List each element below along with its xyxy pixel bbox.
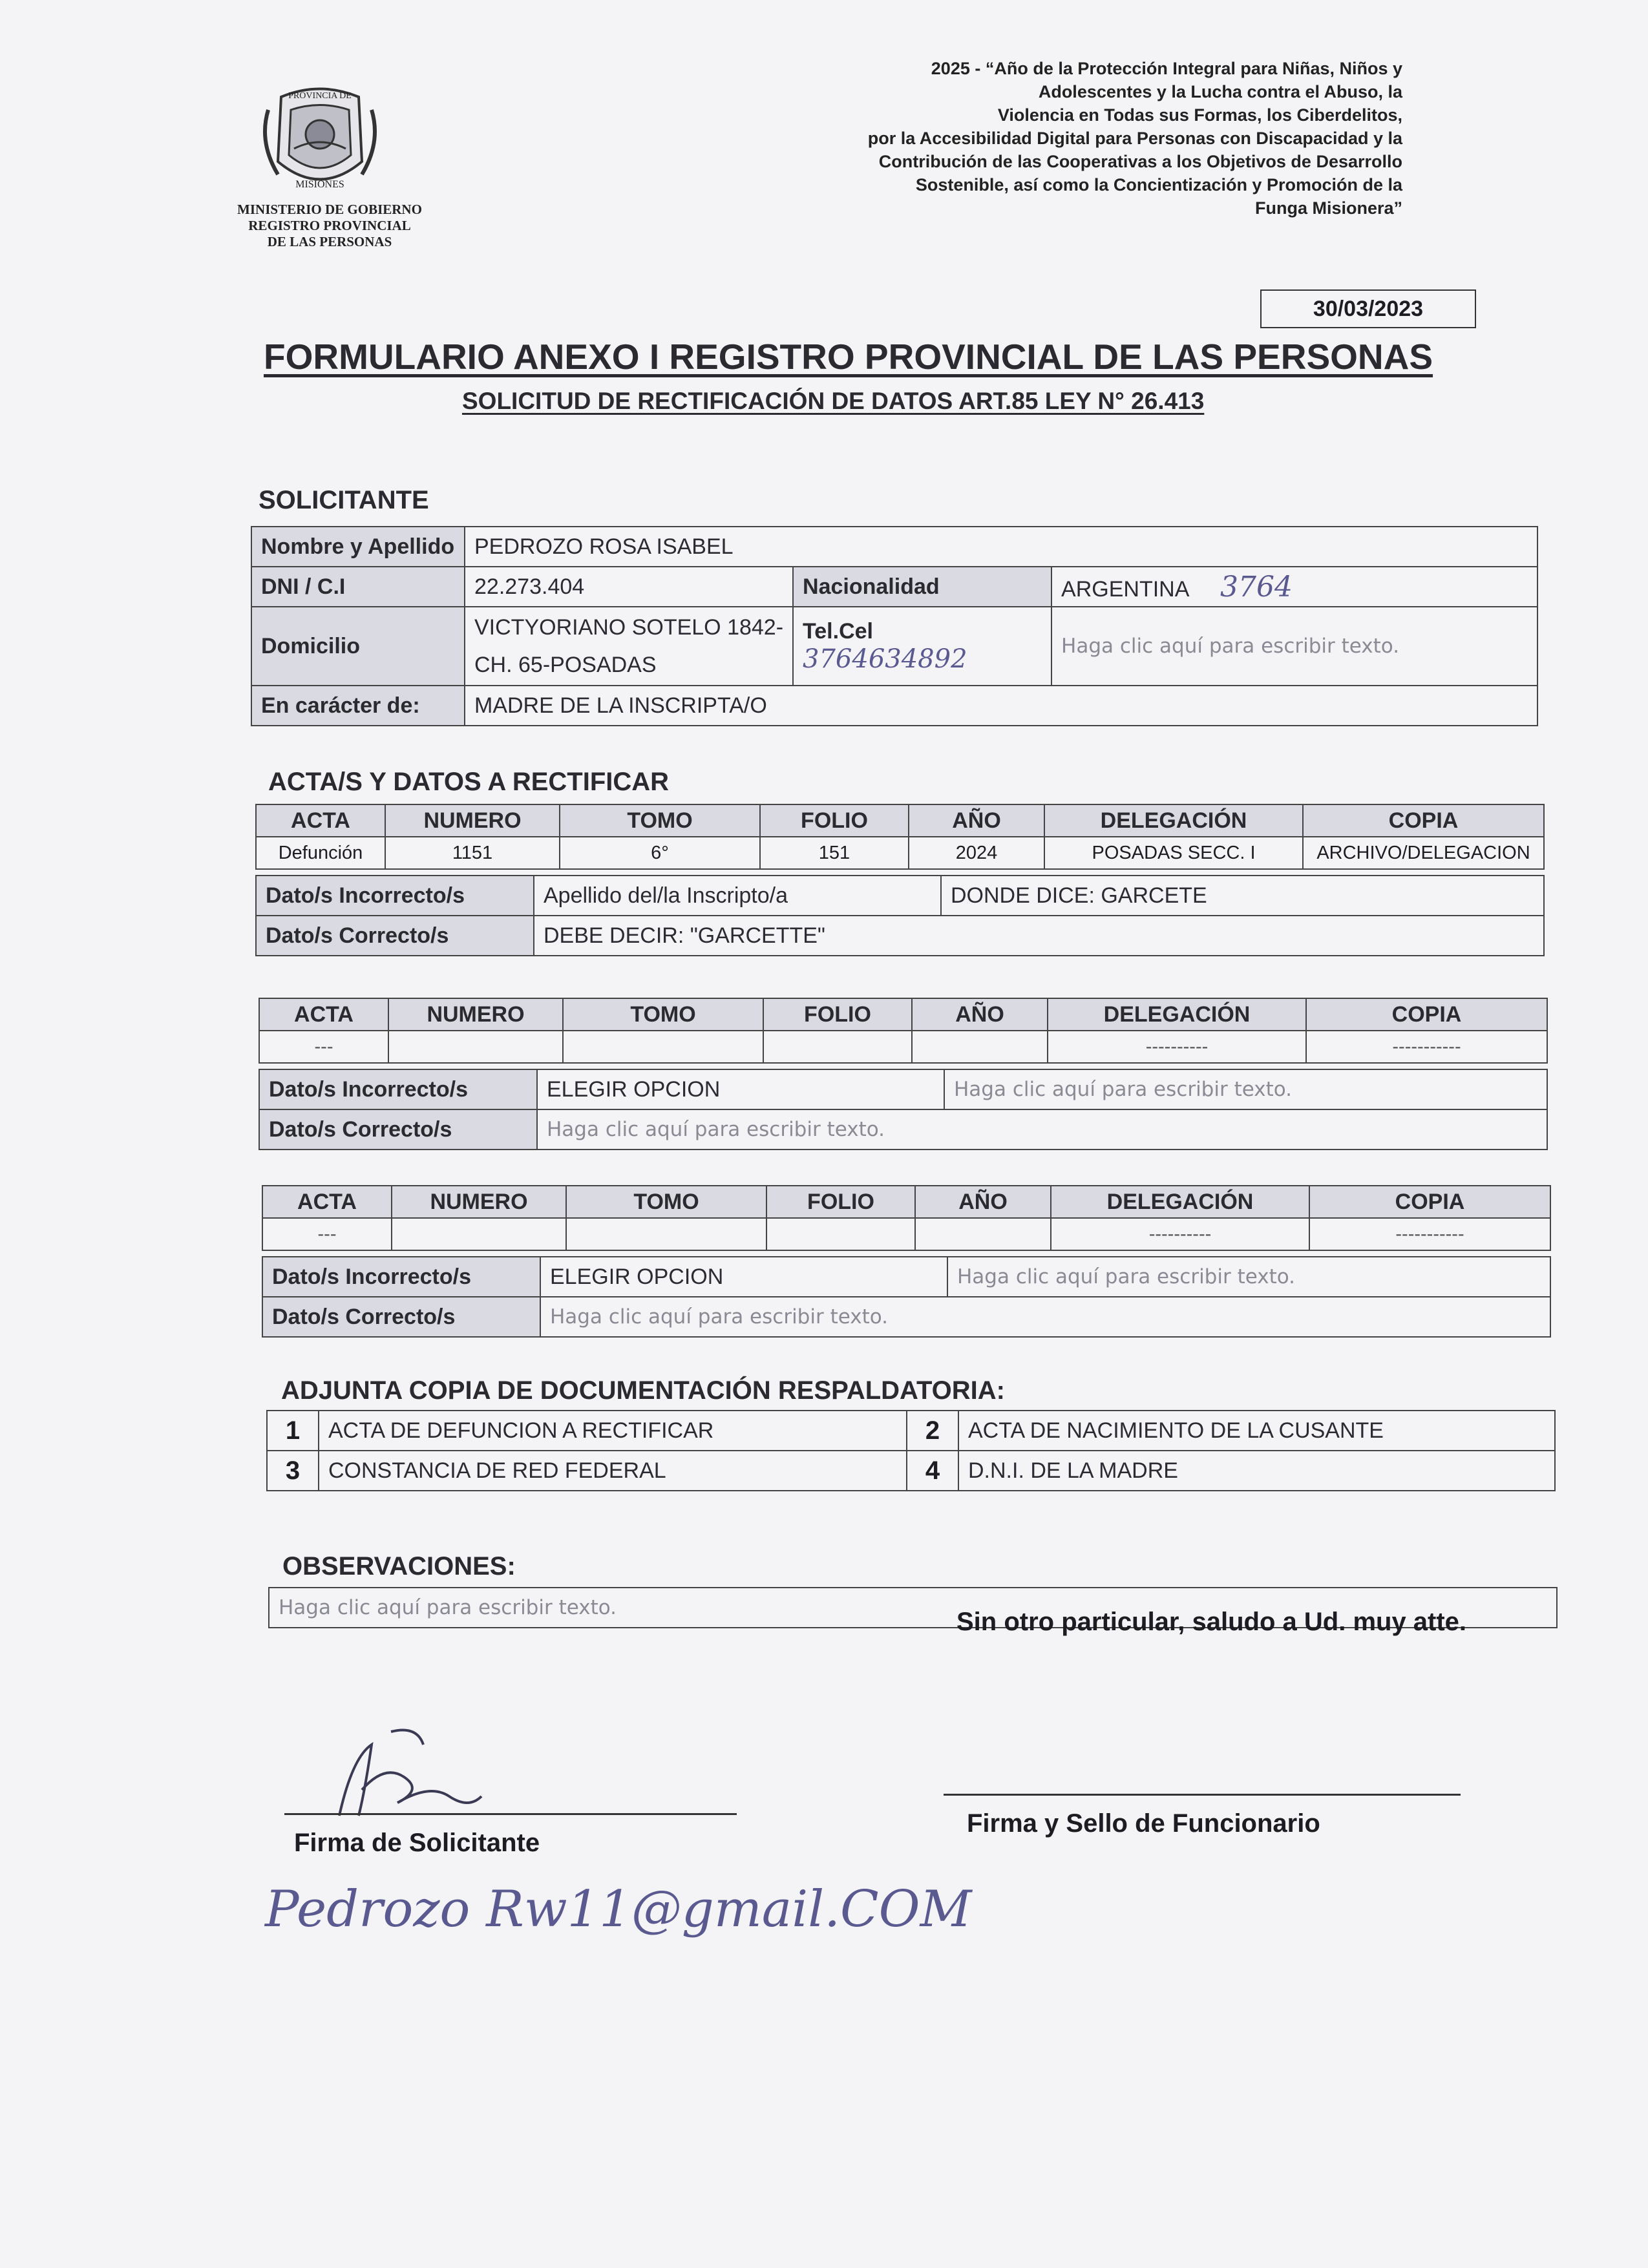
col-numero: NUMERO (388, 998, 563, 1031)
nacionalidad-field[interactable] (1051, 567, 1537, 607)
col-tomo: TOMO (563, 998, 763, 1031)
col-delegacion: DELEGACIÓN (1044, 804, 1303, 837)
solicitante-signature-label: Firma de Solicitante (294, 1829, 540, 1857)
domicilio-label: Domicilio (251, 607, 465, 686)
folio-cell[interactable] (763, 1031, 912, 1063)
acta-cell[interactable]: --- (259, 1031, 388, 1063)
observaciones-heading: OBSERVACIONES: (282, 1552, 516, 1580)
acta-block-2 (259, 998, 1548, 1064)
acta-block-1-data (255, 875, 1545, 956)
provincial-seal (255, 84, 385, 200)
doc-number: 4 (907, 1451, 958, 1491)
col-anio: AÑO (915, 1186, 1051, 1218)
caracter-label: En carácter de: (251, 686, 465, 726)
col-copia: COPIA (1303, 804, 1544, 837)
ministry-line: REGISTRO PROVINCIAL (248, 218, 411, 233)
tomo-cell[interactable] (566, 1218, 766, 1250)
motto-line: Funga Misionera” (1254, 198, 1402, 218)
handwritten-area-code: 3764 (1220, 570, 1293, 604)
numero-cell[interactable] (388, 1031, 563, 1063)
correct-text-field[interactable]: DEBE DECIR: "GARCETTE" (534, 916, 1544, 956)
anio-cell[interactable]: 2024 (909, 837, 1044, 869)
doc-number: 1 (267, 1411, 319, 1451)
documentacion-heading: ADJUNTA COPIA DE DOCUMENTACIÓN RESPALDATORIA: (281, 1376, 1005, 1405)
domicilio-line: CH. 65-POSADAS (474, 653, 657, 677)
correct-label: Dato/s Correcto/s (262, 1297, 540, 1337)
nombre-field[interactable]: PEDROZO ROSA ISABEL (465, 527, 1537, 567)
correct-label: Dato/s Correcto/s (259, 1109, 537, 1150)
copia-cell[interactable]: ----------- (1306, 1031, 1547, 1063)
dni-label: DNI / C.I (251, 567, 465, 607)
folio-cell[interactable]: 151 (760, 837, 909, 869)
motto-line: Adolescentes y la Lucha contra el Abuso, la (1038, 82, 1402, 101)
form-subtitle: SOLICITUD DE RECTIFICACIÓN DE DATOS ART.85 LEY N° 26.413 (462, 388, 1205, 414)
motto-line: 2025 - “Año de la Protección Integral para Niñas, Niños y (931, 59, 1402, 78)
seal-text-bottom: MISIONES (295, 179, 344, 190)
nacionalidad-value: ARGENTINA (1061, 576, 1188, 602)
col-anio: AÑO (909, 804, 1044, 837)
dni-field[interactable]: 22.273.404 (465, 567, 793, 607)
domicilio-line: VICTYORIANO SOTELO 1842- (474, 615, 784, 640)
col-numero: NUMERO (385, 804, 560, 837)
solicitante-signature-line (284, 1813, 737, 1815)
col-tomo: TOMO (566, 1186, 766, 1218)
nacionalidad-label: Nacionalidad (793, 567, 1051, 607)
col-delegacion: DELEGACIÓN (1051, 1186, 1309, 1218)
incorrect-option-select[interactable]: ELEGIR OPCION (540, 1257, 947, 1297)
col-folio: FOLIO (760, 804, 909, 837)
documentacion-table (266, 1410, 1556, 1491)
form-title: FORMULARIO ANEXO I REGISTRO PROVINCIAL DE LAS PERSONAS (264, 337, 1433, 377)
acta-block-1 (255, 804, 1545, 870)
caracter-field[interactable]: MADRE DE LA INSCRIPTA/O (465, 686, 1537, 726)
correct-text-field[interactable]: Haga clic aquí para escribir texto. (540, 1297, 1550, 1337)
tel-field[interactable]: Haga clic aquí para escribir texto. (1051, 607, 1537, 686)
folio-cell[interactable] (766, 1218, 915, 1250)
anio-cell[interactable] (915, 1218, 1051, 1250)
solicitante-signature (326, 1719, 494, 1829)
seal-text-top: PROVINCIA DE (288, 91, 352, 101)
ministry-heading (213, 202, 446, 250)
copia-cell[interactable]: ----------- (1309, 1218, 1550, 1250)
col-numero: NUMERO (392, 1186, 566, 1218)
tomo-cell[interactable]: 6° (560, 837, 760, 869)
incorrect-text-field[interactable]: Haga clic aquí para escribir texto. (944, 1069, 1547, 1109)
col-tomo: TOMO (560, 804, 760, 837)
domicilio-field[interactable] (465, 607, 793, 686)
col-copia: COPIA (1309, 1186, 1550, 1218)
acta-cell[interactable]: Defunción (256, 837, 385, 869)
doc-item[interactable]: ACTA DE DEFUNCION A RECTIFICAR (319, 1411, 907, 1451)
anio-cell[interactable] (912, 1031, 1048, 1063)
form-date[interactable]: 30/03/2023 (1260, 289, 1476, 328)
acta-block-2-data (259, 1069, 1548, 1150)
copia-cell[interactable]: ARCHIVO/DELEGACION (1303, 837, 1544, 869)
doc-item[interactable]: ACTA DE NACIMIENTO DE LA CUSANTE (958, 1411, 1555, 1451)
acta-block-3 (262, 1185, 1551, 1251)
numero-cell[interactable] (392, 1218, 566, 1250)
motto-line: Violencia en Todas sus Formas, los Ciberdelitos, (997, 105, 1402, 125)
doc-item[interactable]: CONSTANCIA DE RED FEDERAL (319, 1451, 907, 1491)
ministry-line: MINISTERIO DE GOBIERNO (237, 202, 422, 217)
delegacion-cell[interactable]: POSADAS SECC. I (1044, 837, 1303, 869)
doc-item[interactable]: D.N.I. DE LA MADRE (958, 1451, 1555, 1491)
handwritten-phone: 3764634892 (803, 644, 967, 674)
actas-heading: ACTA/S Y DATOS A RECTIFICAR (268, 768, 670, 796)
solicitante-heading: SOLICITANTE (259, 486, 429, 514)
col-delegacion: DELEGACIÓN (1048, 998, 1306, 1031)
correct-label: Dato/s Correcto/s (256, 916, 534, 956)
incorrect-option-select[interactable]: Apellido del/la Inscripto/a (534, 876, 941, 916)
col-folio: FOLIO (763, 998, 912, 1031)
numero-cell[interactable]: 1151 (385, 837, 560, 869)
solicitante-table (251, 526, 1538, 726)
col-acta: ACTA (262, 1186, 392, 1218)
incorrect-option-select[interactable]: ELEGIR OPCION (537, 1069, 944, 1109)
motto-line: Contribución de las Cooperativas a los Objetivos de Desarrollo (878, 152, 1402, 171)
nombre-label: Nombre y Apellido (251, 527, 465, 567)
delegacion-cell[interactable]: ---------- (1048, 1031, 1306, 1063)
doc-number: 3 (267, 1451, 319, 1491)
tomo-cell[interactable] (563, 1031, 763, 1063)
closing-text: Sin otro particular, saludo a Ud. muy atte. (956, 1608, 1467, 1636)
funcionario-signature-label: Firma y Sello de Funcionario (967, 1809, 1320, 1838)
incorrect-label: Dato/s Incorrecto/s (259, 1069, 537, 1109)
delegacion-cell[interactable]: ---------- (1051, 1218, 1309, 1250)
correct-text-field[interactable]: Haga clic aquí para escribir texto. (537, 1109, 1547, 1150)
col-anio: AÑO (912, 998, 1048, 1031)
funcionario-signature-line (944, 1794, 1461, 1796)
motto-line: por la Accesibilidad Digital para Personas con Discapacidad y la (867, 129, 1402, 148)
col-copia: COPIA (1306, 998, 1547, 1031)
col-folio: FOLIO (766, 1186, 915, 1218)
ministry-line: DE LAS PERSONAS (267, 234, 392, 249)
col-acta: ACTA (256, 804, 385, 837)
tel-cell (793, 607, 1051, 686)
handwritten-email: Pedrozo Rw11@gmail.COM (265, 1880, 972, 1938)
acta-block-3-data (262, 1256, 1551, 1338)
incorrect-text-field[interactable]: Haga clic aquí para escribir texto. (947, 1257, 1550, 1297)
tel-label: Tel.Cel (803, 618, 873, 644)
year-motto (724, 57, 1402, 220)
acta-cell[interactable]: --- (262, 1218, 392, 1250)
doc-number: 2 (907, 1411, 958, 1451)
motto-line: Sostenible, así como la Concientización y Promoción de la (915, 175, 1402, 194)
observaciones-field[interactable]: Haga clic aquí para escribir texto. (269, 1588, 1557, 1628)
col-acta: ACTA (259, 998, 388, 1031)
incorrect-label: Dato/s Incorrecto/s (256, 876, 534, 916)
incorrect-label: Dato/s Incorrecto/s (262, 1257, 540, 1297)
incorrect-text-field[interactable]: DONDE DICE: GARCETE (941, 876, 1544, 916)
